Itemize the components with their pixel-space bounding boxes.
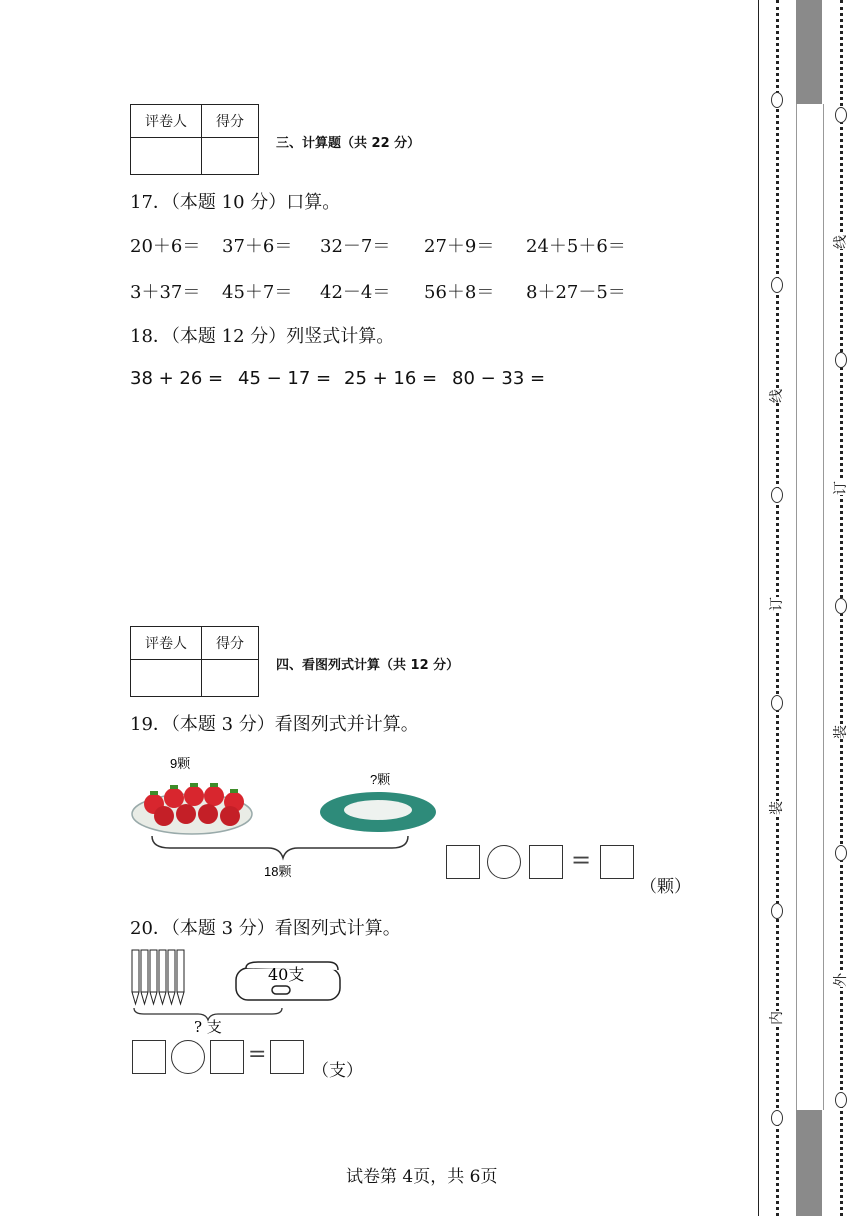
binding-label: 内 (766, 1011, 786, 1025)
binding-hole-icon (835, 845, 847, 861)
oral-calc-item: 8＋27－5＝ (526, 282, 626, 303)
q19-unit: （颗） (640, 877, 691, 897)
page-footer: 试卷第 4页，共 6页 (346, 1167, 498, 1187)
margin-strip (796, 104, 824, 1110)
grader-cell[interactable] (131, 138, 202, 175)
binding-label: 线 (830, 235, 850, 249)
margin-gray-bottom (796, 1110, 822, 1216)
pencils-icon (132, 950, 184, 1004)
equals-sign: = (571, 846, 592, 874)
binding-hole-icon (771, 487, 783, 503)
vertical-calc-item: 80 − 33 = (452, 368, 546, 389)
binding-label: 装 (830, 725, 850, 739)
section4-title: 四、看图列式计算（共 12 分） (276, 658, 460, 673)
question-count-label: ? 支 (194, 1018, 222, 1036)
equals-sign: = (248, 1042, 267, 1067)
answer-box-result[interactable] (270, 1040, 304, 1074)
grader-label: 评卷人 (131, 105, 202, 138)
vertical-calc-item: 38 + 26 = (130, 368, 224, 389)
answer-box-2[interactable] (210, 1040, 244, 1074)
binding-hole-icon (771, 277, 783, 293)
q20-unit: （支） (312, 1061, 363, 1081)
score-label: 得分 (202, 105, 259, 138)
total-count-label: 18颗 (264, 864, 292, 879)
binding-label: 装 (766, 801, 786, 815)
vertical-calc-item: 25 + 16 = (344, 368, 438, 389)
operator-circle[interactable] (487, 845, 521, 879)
binding-hole-icon (835, 352, 847, 368)
answer-box-2[interactable] (529, 845, 563, 879)
plate-unknown-label: ?颗 (370, 772, 391, 787)
q19-illustration (130, 748, 440, 884)
oral-calc-item: 24＋5＋6＝ (526, 236, 626, 257)
oral-calc-item: 3＋37＝ (130, 282, 201, 303)
section3-title: 三、计算题（共 22 分） (276, 136, 421, 151)
answer-box-result[interactable] (600, 845, 634, 879)
q18-title: 18．（本题 12 分）列竖式计算。 (130, 326, 395, 347)
score-table-section4 (130, 626, 259, 697)
margin-border (758, 0, 759, 1216)
score-table-section3 (130, 104, 259, 175)
binding-hole-icon (771, 903, 783, 919)
answer-box-1[interactable] (132, 1040, 166, 1074)
binding-hole-icon (835, 1092, 847, 1108)
oral-calc-item: 56＋8＝ (424, 282, 495, 303)
oral-calc-item: 37＋6＝ (222, 236, 293, 257)
binding-label: 外 (830, 973, 850, 987)
binding-hole-icon (771, 92, 783, 108)
q20-title: 20．（本题 3 分）看图列式计算。 (130, 918, 401, 939)
binding-label: 线 (766, 389, 786, 403)
score-cell[interactable] (202, 138, 259, 175)
q20-illustration (128, 946, 344, 1036)
score-label: 得分 (202, 627, 259, 660)
margin-gray-top (796, 0, 822, 104)
binding-hole-icon (771, 695, 783, 711)
answer-box-1[interactable] (446, 845, 480, 879)
q19-title: 19．（本题 3 分）看图列式并计算。 (130, 714, 419, 735)
grader-label: 评卷人 (131, 627, 202, 660)
score-cell[interactable] (202, 660, 259, 697)
brace-icon (152, 836, 408, 858)
binding-hole-icon (771, 1110, 783, 1126)
oral-calc-item: 45＋7＝ (222, 282, 293, 303)
grader-cell[interactable] (131, 660, 202, 697)
binding-label: 订 (830, 481, 850, 495)
binding-hole-icon (835, 598, 847, 614)
vertical-calc-item: 45 − 17 = (238, 368, 332, 389)
oral-calc-item: 20＋6＝ (130, 236, 201, 257)
binding-hole-icon (835, 107, 847, 123)
box-count-label: 40支 (268, 965, 305, 984)
operator-circle[interactable] (171, 1040, 205, 1074)
strawberry-count-label: 9颗 (170, 756, 191, 771)
oral-calc-item: 32－7＝ (320, 236, 391, 257)
oral-calc-item: 42－4＝ (320, 282, 391, 303)
oral-calc-item: 27＋9＝ (424, 236, 495, 257)
q17-title: 17．（本题 10 分）口算。 (130, 192, 341, 213)
binding-label: 订 (766, 597, 786, 611)
strawberries-icon (144, 783, 244, 826)
